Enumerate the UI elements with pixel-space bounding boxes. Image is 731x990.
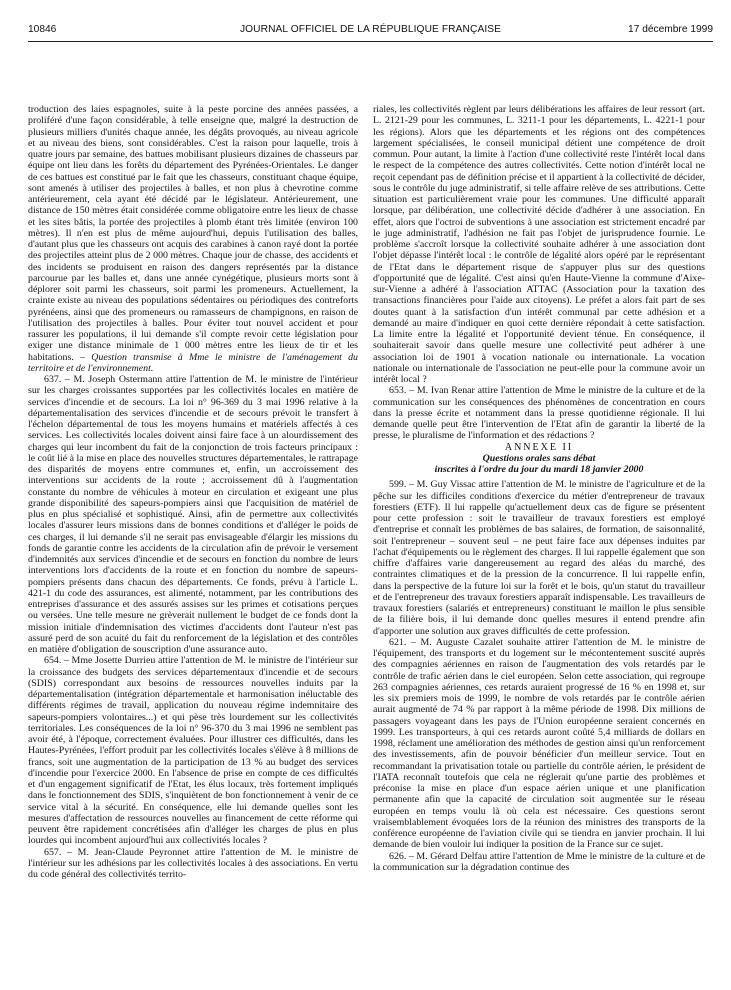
journal-title: JOURNAL OFFICIEL DE LA RÉPUBLIQUE FRANÇAISE [239, 24, 502, 35]
question-transmission-note: – Question transmise à Mme le ministre de l'aménagement du territoire et de l'environnement. [28, 351, 358, 374]
question-626: 626. – M. Gérard Delfau attire l'attention de Mme le ministre de la culture et de la communication sur la dégradation continue des [373, 850, 705, 873]
annex-subtitle [373, 453, 705, 476]
question-637: 637. – M. Joseph Ostermann attire l'attention de M. le ministre de l'intérieur sur les charges croissantes supportées par les collectivités locales en matière de services d'incendie et de secours. La loi n° 96-369 du 3 mai 1996 relative à la départementalisation des services d'incendie et de secours prévoit le transfert à l'échelon départemental de tous les moyens humains et matériels affectés à ces services. Les collectivités locales doivent ainsi faire face à un alourdissement des charges qui leur incombent du fait de la conjonction de trois facteurs principaux : le coût lié à la mise en place des nouvelles structures départementales, le rattrapage des disparités de moyens entre communes et, enfin, un accroissement des interventions sur accidents de la route ; accroissement dû à l'augmentation constante du nombre de véhicules à moteur en circulation et exigeant une plus grande disponibilité des sapeurs-pompiers ainsi que l'acquisition de matériel de plus en plus spécialisé et sophistiqué. Ainsi, afin de permettre aux collectivités locales d'assurer leurs missions dans de bonnes conditions et d'alléger le poids de ces charges, il lui demande s'il ne serait pas envisageable d'élargir les missions du fonds de garantie contre les accidents de la circulation afin de prévoir le versement d'indemnités aux services d'incendie et de secours en fonction du nombre de leurs interventions lors d'accidents de la route et en fonction du nombre de sapeurs-pompiers présents dans chacun des départements. Ce fonds, prévu à l'article L. 421-1 du code des assurances, est alimenté, notamment, par les contributions des entreprises d'assurance et des assurés assises sur les primes et cotisations perçues ou versées. Une telle mesure ne grèverait nullement le budget de ce fonds dont la mission initiale d'indemnisation des victimes d'accidents dont l'auteur n'est pas assuré perd de son acuité du fait du renforcement de la législation et des contrôles en matière d'obligation de souscription d'une assurance auto. [28, 374, 358, 655]
question-657: 657. – M. Jean-Claude Peyronnet attire l'attention de M. le ministre de l'intérieur sur les adhésions par les collectivités locales à des associations. En vertu du code général des collectivités territo- [28, 846, 358, 880]
question-654: 654. – Mme Josette Durrieu attire l'attention de M. le ministre de l'intérieur sur la croissance des budgets des services départementaux d'incendie et de secours (SDIS) correspondant aux besoins de ressources nouvelles induits par la départementalisation (intégration départementale et harmonisation inéluctable des différents régimes de travail, application du nouveau régime indemnitaire des sapeurs-pompiers volontaires...) et qui pèse très lourdement sur les collectivités territoriales. Les conséquences de la loi n° 96-370 du 3 mai 1996 ne semblent pas avoir été, à l'époque, correctement évaluées. Pour illustrer ces difficultés, dans les Hautes-Pyrénées, l'effort produit par les collectivités locales s'élève à 8 millions de francs, soit une augmentation de la participation de 13 % au budget des services d'incendie pour l'exercice 2000. En l'absence de prise en compte de ces difficultés et d'un engagement significatif de l'Etat, les élus locaux, très fortement impliqués dans le fonctionnement des SDIS, s'inquiètent de bon fonctionnement à venir de ce service vital à la sécurité. En conséquence, elle lui demande quelles sont les mesures d'affectation de ressources nouvelles au financement de cette réforme qui peuvent être rapidement concrétisées afin d'alléger les charges de plus en plus lourdes qui incombent aujourd'hui aux collectivités locales ? [28, 655, 358, 847]
annex-title: ANNEXE II [504, 441, 574, 453]
left-column [28, 104, 358, 984]
header-rule [28, 41, 713, 42]
page-header [28, 24, 713, 40]
question-599: 599. – M. Guy Vissac attire l'attention de M. le ministre de l'agriculture et de la pêche sur les difficiles conditions d'exercice du métier d'entrepreneur de travaux forestiers (ETF). Il lui rappelle qu'actuellement deux cas de figure se présentent pour cette profession : soit le travailleur de travaux forestiers est employé d'entreprise et connaît les problèmes de bas salaires, de formation, de saisonnalité, soit l'entrepreneur – souvent seul – ne peut faire face aux dépenses induites par l'achat d'équipements ou le règlement des charges. Il lui rappelle également que son chiffre d'affaires varie dangereusement au regard des aléas du marché, des contraintes climatiques et de la pression de la concurrence. Il lui rappelle enfin, dans la perspective de la future loi sur la forêt et le bois, qu'un statut du travailleur et de l'entrepreneur des travaux forestiers apparaît indispensable. Les travailleurs de travaux forestiers (salariés et entrepreneurs) constituant le maillon le plus sensible de la filière bois, il lui demande donc quelles mesures il entend prendre afin d'apporter une solution aux graves difficultés de cette profession. [373, 479, 705, 637]
question-body: troduction des laies espagnoles, suite à la peste porcine des années passées, a proliféré d'une façon considérable, à telle enseigne que, malgré la destruction de plusieurs milliers d'unités chaque année, les dégâts provoqués, au niveau agricole et au niveau des biens, sont considérables. C'est la raison pour laquelle, trois à quatre jours par semaine, des battues mobilisant plusieurs dizaines de chasseurs par équipe ont lieu dans les forêts du département des Pyrénées-Orientales. Le danger de ces battues est constitué par le fait que les chasseurs, constituant chaque équipe, sont amenés à utiliser des projectiles à balles, et non plus à chevrotine comme antérieurement, cela ayant été décidé par le législateur. Antérieurement, une distance de 150 mètres était considérée comme obligatoire entre les lieux de chasse et les sites bâtis, la portée des projectiles à plomb étant très limitée (environ 100 mètres). Il n'en est plus de même aujourd'hui, depuis l'utilisation des balles, d'autant plus que les chasseurs ont acquis des carabines à canon rayé dont la portée des projectiles atteint plus de 2 000 mètres. Chaque jour de chasse, des accidents et des incidents se produisent en raison des dangers représentés par la distance parcourue par les balles et, dans une année cynégétique, plusieurs morts sont à déplorer soit parmi les chasseurs, soit parmi les promeneurs. Actuellement, la crainte existe au niveau des populations sédentaires ou périodiques des contreforts pyrénéens, ainsi que des promeneurs ou ramasseurs de champignons, en raison de l'utilisation des projectiles à balles. Pour éviter tout nouvel accident et pour rassurer les populations, il lui demande s'il compte revoir cette législation pour exiger une distance minimale de 1 000 mètres entre les lieux de tir et les habitations. [28, 104, 358, 363]
right-column [373, 104, 705, 984]
question-621: 621. – M. Auguste Cazalet souhaite attirer l'attention de M. le ministre de l'équipement, des transports et du logement sur le mécontentement suscité auprès des compagnies aériennes en raison de l'augmentation des vols retardés par le contrôle de trafic aérien dans le ciel européen. Selon cette association, qui regroupe 263 compagnies aériennes, ces retards auraient progressé de 16 % en 1998 et, sur les six premiers mois de 1999, le nombre de vols retardés par le contrôle aérien aurait augmenté de 74 % par rapport à la même période de 1998. Dix millions de passagers voyageant dans les pays de l'Union européenne seraient concernés en 1999. Les transporteurs, à qui ces retards auront coûté 5,4 milliards de dollars en 1998, réclament une amélioration des méthodes de gestion ainsi qu'un renforcement des investissements, afin de pouvoir bénéficier d'un meilleur service. Tout en recommandant la privatisation totale ou partielle du contrôle aérien, le président de l'IATA reconnaît toutefois que cela ne réglerait qu'une partie des problèmes et préconise la mise en place d'un espace aérien unique et une planification permanente afin que la capacité de circulation soit augmentée sur le réseau européen en temps voulu là où cela est nécessaire. Ces questions seront vraisemblablement évoquées lors de la réunion des ministres des transports de la conférence européenne de l'aviation civile qui se tiendra en janvier prochain. Il lui demande de bien vouloir lui indiquer la position de la France sur ce sujet. [373, 636, 705, 851]
annex-subtitle-line2: inscrites à l'ordre du jour du mardi 18 janvier 2000 [434, 464, 644, 475]
issue-date: 17 décembre 1999 [628, 24, 713, 35]
page-number: 10846 [28, 24, 57, 35]
question-657-continuation: riales, les collectivités règlent par leurs délibérations les affaires de leur ressort (art. L. 2121-29 pour les communes, L. 3211-1 pour les départements, L. 4221-1 pour les régions). Alors que les départements et les régions ont des compétences largement spécialisées, le conseil municipal détient une compétence de droit commun. Pour autant, la limite à l'action d'une collectivité reste l'intérêt local dans le respect de la compétence des autres collectivités. Cette notion d'intérêt local ne reçoit cependant pas de définition précise et il appartient à la collectivité de décider, sous le contrôle du juge administratif, si telle affaire relève de ses attributions. Cette situation est particulièrement vraie pour les communes. Une difficulté apparaît lorsque, par délibération, une collectivité décide d'adhérer à une association. En effet, alors que l'octroi de subventions à une association est strictement encadré par le juge administratif, l'adhésion ne fait pas l'objet de jurisprudence fournie. Le problème s'accroît lorsque la collectivité souhaite adhérer à une association dont l'objet dépasse l'intérêt local : le contrôle de légalité alors opéré par le représentant de l'Etat dans le département risque de s'appuyer plus sur des questions d'opportunité que de légalité. C'est ainsi qu'en Haute-Vienne la commune d'Aixe-sur-Vienne a adhéré à l'association ATTAC (Association pour la taxation des transactions financières pour l'aide aux citoyens). Le préfet a alors fait part de ses doutes quant à la satisfaction d'un intérêt communal par cette adhésion et a demandé au maire d'indiquer en quoi cette dernière répondait à cette satisfaction. La limite entre la légalité et l'opportunité devient ténue. En conséquence, il souhaiterait savoir dans quelle mesure une collectivité peut adhérer à une association loi de 1901 à vocation nationale ou internationale. La vocation nationale ou internationale de l'association ne peut-elle pour la commune avoir un intérêt local ? [373, 104, 705, 385]
annex-subtitle-line1: Questions orales sans débat [482, 452, 596, 464]
question-continuation [28, 104, 358, 374]
question-653: 653. – M. Ivan Renar attire l'attention de Mme le ministre de la culture et de la communication sur les conséquences des phénomènes de concentration en cours dans la presse écrite et notamment dans la presse quotidienne régionale. Il lui demande quelle peut être l'intervention de l'Etat afin de garantir la liberté de la presse, le pluralisme de l'information et des rédactions ? [373, 385, 705, 442]
